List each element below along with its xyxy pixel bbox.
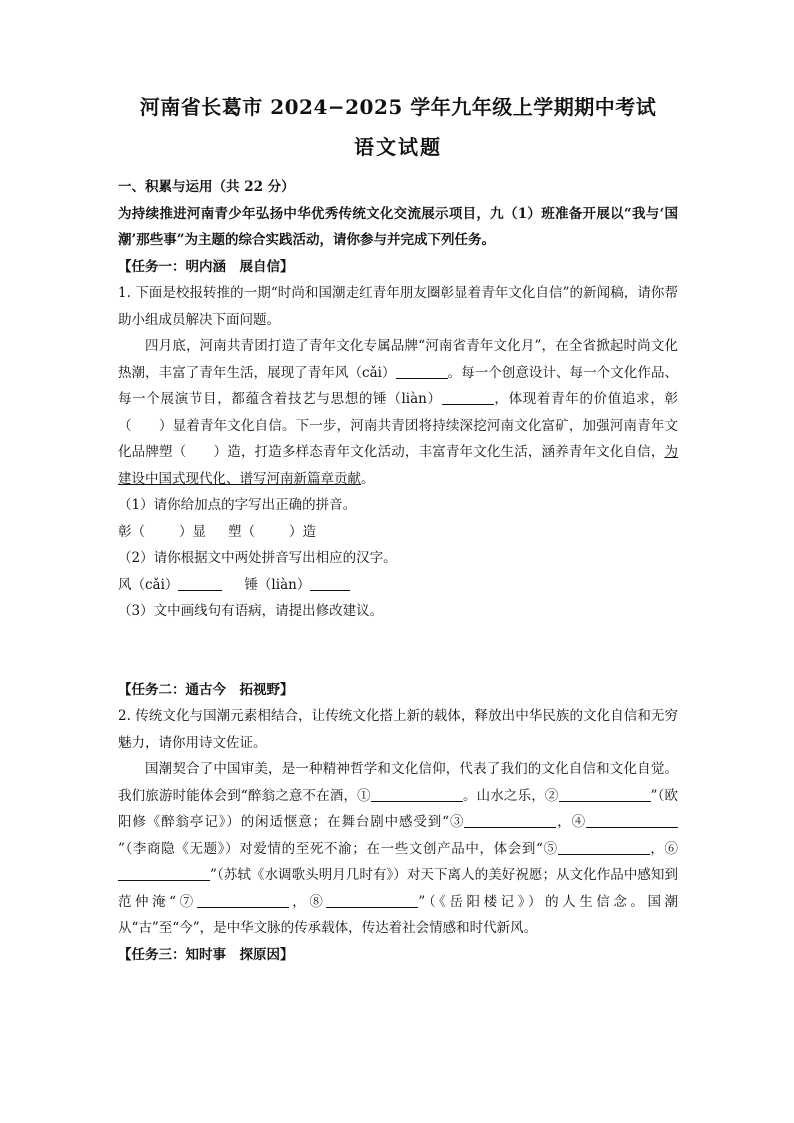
question2-stem: 2. 传统文化与国潮元素相结合，让传统文化搭上新的载体，释放出中华民族的文化自信和无穷魅力，请你用诗文佐证。 xyxy=(118,708,678,751)
poetry-part9: ”（《岳阳楼记》）的人生信念。国潮从“古”至“今”，是中华文脉的传承载体，传达着社会情感和时代新风。 xyxy=(118,893,679,936)
task3-heading: 【任务三：知时事 探原因】 xyxy=(118,946,294,963)
blank-8[interactable] xyxy=(326,893,418,908)
poetry-part4: ，④ xyxy=(556,814,587,830)
cai-label: 风（cǎi） xyxy=(118,576,179,593)
task2-heading: 【任务二：通古今 拓视野】 xyxy=(118,681,294,698)
blank-5[interactable] xyxy=(558,840,650,855)
blank-1[interactable] xyxy=(371,787,463,802)
section-intro: 为持续推进河南青少年弘扬中华优秀传统文化交流展示项目，九（1）班准备开展以“我与‘国潮’那些事”为主题的综合实践活动，请你参与并完成下列任务。 xyxy=(118,205,678,248)
blank-lian[interactable] xyxy=(442,390,494,405)
blank-3[interactable] xyxy=(464,813,556,828)
zhang-label-end: ）显 xyxy=(179,523,206,540)
sub-question-2: （2）请你根据文中两处拼音写出相应的汉字。 xyxy=(118,550,397,566)
pinyin-answer-row xyxy=(118,519,678,546)
news-passage xyxy=(118,333,678,492)
section-heading: 一、积累与运用（共 22 分） xyxy=(118,179,295,195)
cai-answer-blank[interactable] xyxy=(178,576,222,591)
poetry-passage xyxy=(118,756,678,942)
blank-cai[interactable] xyxy=(396,364,448,379)
poetry-part8: ，⑧ xyxy=(288,893,327,910)
hanzi-answer-row xyxy=(118,572,678,599)
blank-7[interactable] xyxy=(197,893,289,908)
sub-question-3: （3）文中画线句有语病，请提出修改建议。 xyxy=(118,603,384,619)
blank-4[interactable] xyxy=(586,813,678,828)
exam-title: 河南省长葛市 2024−2025 学年九年级上学期期中考试 xyxy=(139,95,657,119)
exam-page xyxy=(118,92,678,968)
passage-part2: 。每一个创意设计、每一个文化作品、每一个展演节目，都蕴含着技艺与思想的锤（liàn） xyxy=(118,364,678,407)
answer-space xyxy=(118,625,678,677)
question1-stem: 1. 下面是校报转推的一期“时尚和国潮走红青年朋友圈彰显着青年文化自信”的新闻稿，请你帮助小组成员解决下面问题。 xyxy=(118,285,678,328)
task1-heading: 【任务一：明内涵 展自信】 xyxy=(118,258,294,275)
exam-subtitle: 语文试题 xyxy=(354,135,442,159)
zhang-label: 彰（ xyxy=(118,523,145,540)
underlined-sentence: 为建设中国式现代化、谱写河南新篇章贡献 xyxy=(118,444,678,487)
passage-part3: ，体现着青年的价值追求，彰（ ）显着青年文化自信。下一步，河南共青团将持续深挖河南文化富矿，加强河南青年文化品牌塑（ ）造，打造多样态青年文化活动，丰富青年文化生活，涵养青年文化自信， xyxy=(118,391,678,460)
sub-question-1: （1）请你给加点的字写出正确的拼音。 xyxy=(118,497,357,513)
passage-part1: 四月底，河南共青团打造了青年文化专属品牌“河南省青年文化月”，在全省掀起时尚文化热潮，丰富了青年生活，展现了青年风（cǎi） xyxy=(118,338,678,381)
poetry-part3: ”（欧阳修《醉翁亭记》）的闲适惬意；在舞台剧中感受到“③ xyxy=(118,787,679,830)
poetry-part1: 国潮契合了中国审美，是一种精神哲学和文化信仰，代表了我们的文化自信和文化自觉。我们旅游时能体会到“醉翁之意不在酒，① xyxy=(118,761,678,804)
blank-6[interactable] xyxy=(118,866,210,881)
poetry-part2: 。山水之乐，② xyxy=(462,787,559,804)
blank-2[interactable] xyxy=(559,787,651,802)
lian-label: 锤（liàn） xyxy=(244,576,311,593)
poetry-part5: ”（李商隐《无题》）对爱情的至死不渝；在一些文创产品中，体会到“⑤ xyxy=(118,840,558,857)
poetry-part7: ”（苏轼《水调歌头明月几时有》）对天下离人的美好祝愿；从文化作品中感知到范仲淹“⑦ xyxy=(118,867,678,910)
lian-answer-blank[interactable] xyxy=(310,576,350,591)
poetry-part6: ，⑥ xyxy=(649,840,679,857)
su-label-end: ）造 xyxy=(289,523,316,540)
su-label: 塑（ xyxy=(228,523,255,540)
passage-end: 。 xyxy=(361,470,375,487)
